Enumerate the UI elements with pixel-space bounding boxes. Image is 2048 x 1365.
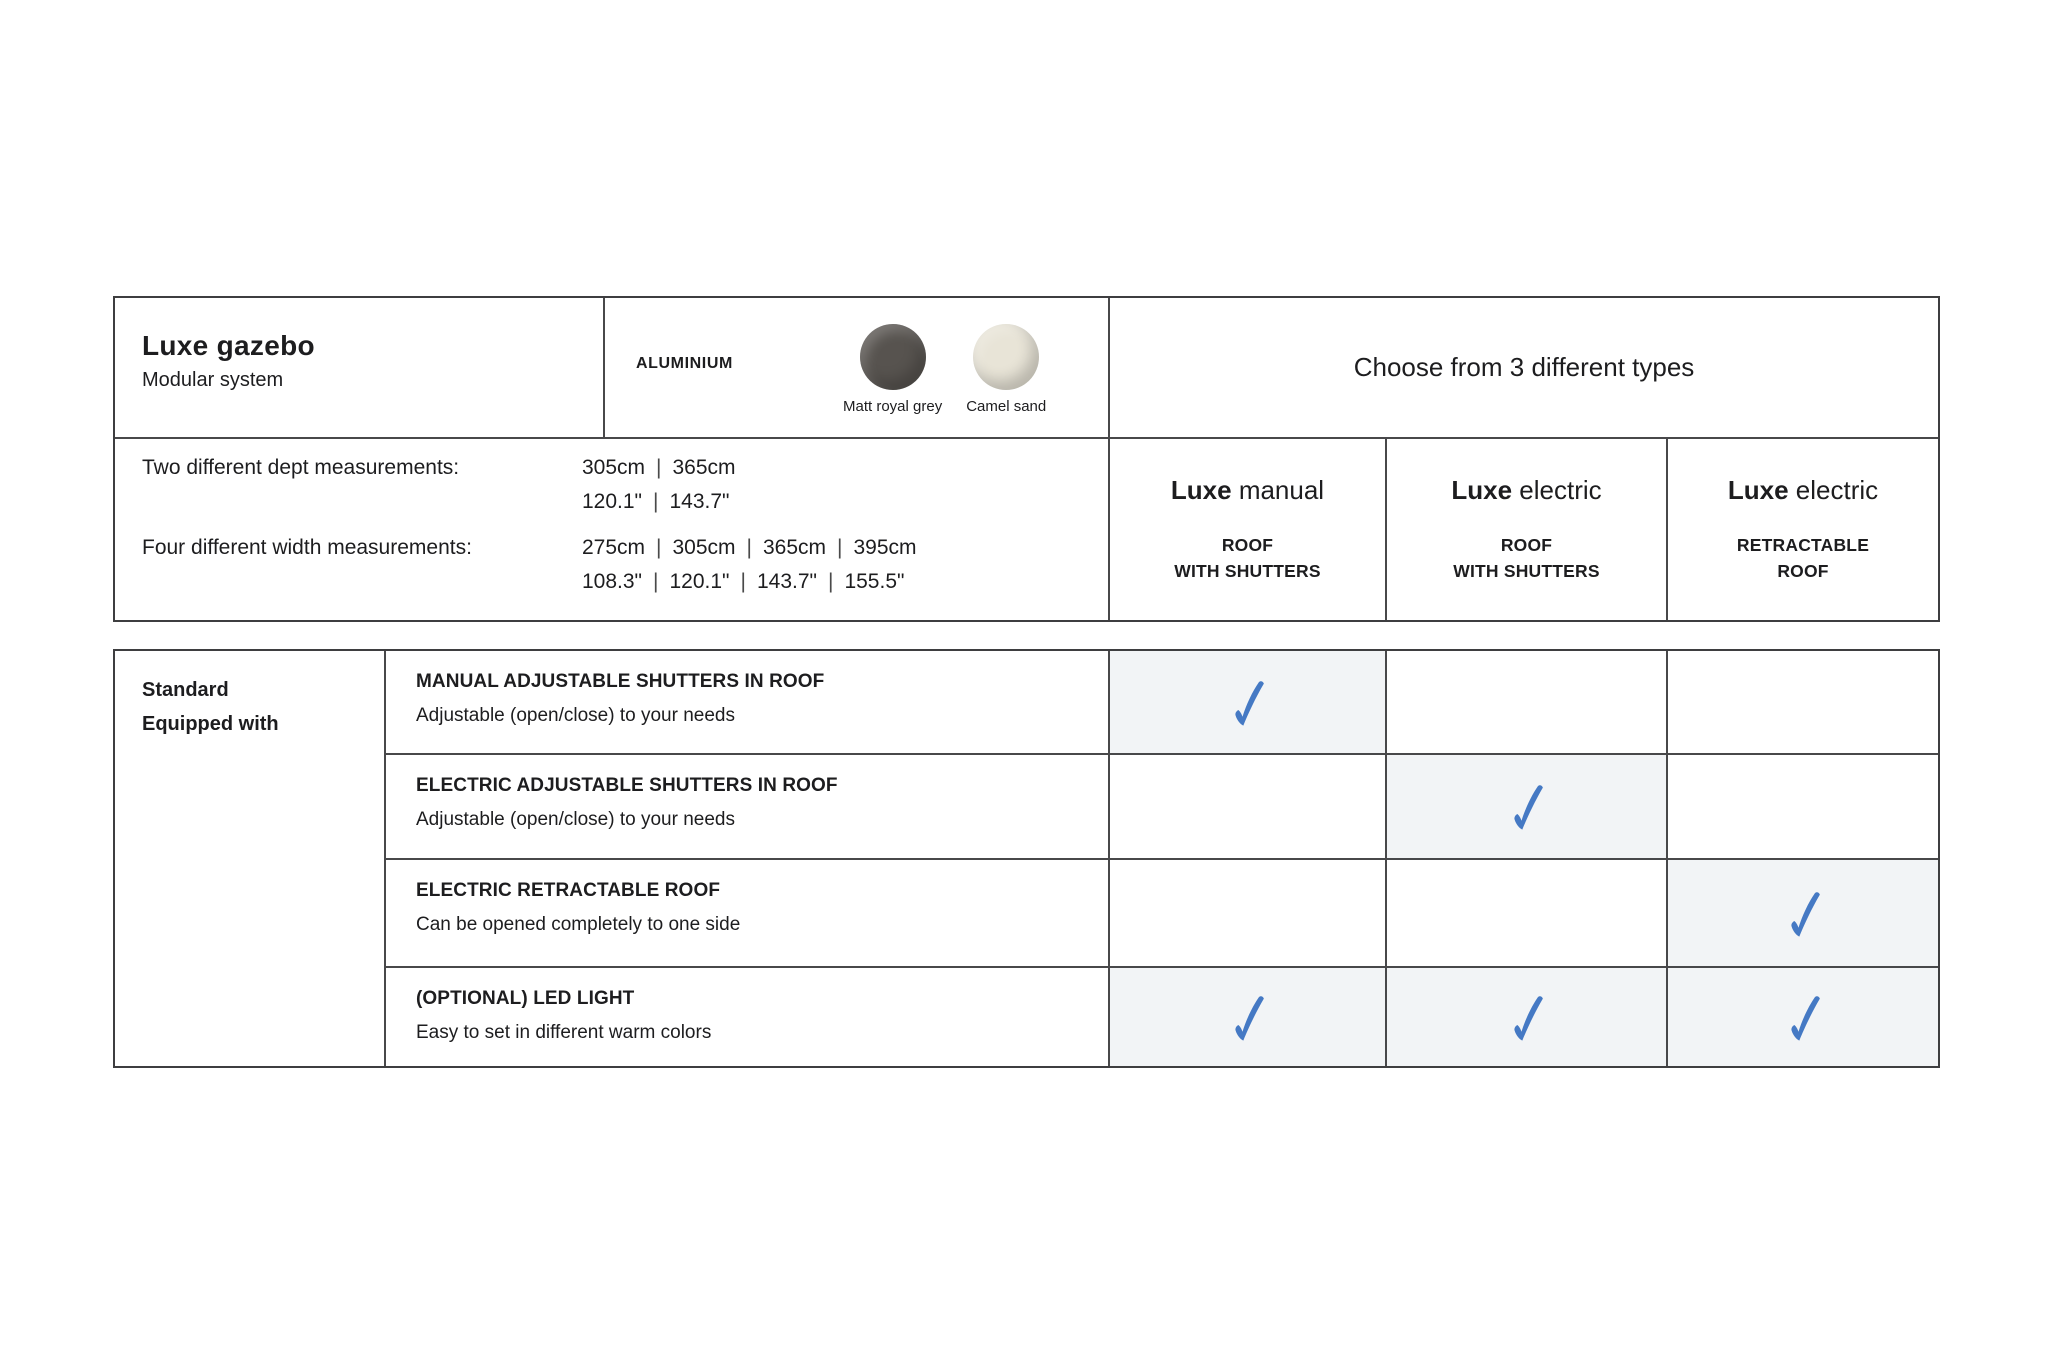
feature-availability-cell [1666, 753, 1938, 858]
measurement-value: 365cm [672, 456, 736, 479]
feature-description: Easy to set in different warm colors [416, 1022, 712, 1043]
equipment-label-line: Standard [142, 679, 229, 701]
measurement-values [582, 451, 736, 519]
measurement-values [582, 531, 917, 599]
swatch-circle [973, 324, 1039, 390]
feature-availability-cell [1666, 651, 1938, 753]
type-roof-label [1737, 532, 1869, 584]
type-roof-line: WITH SHUTTERS [1453, 561, 1600, 581]
measurement-value: 155.5" [844, 570, 905, 593]
type-roof-line: ROOF [1777, 561, 1829, 581]
check-icon [1785, 890, 1822, 937]
measurement-metric-values [582, 531, 917, 565]
value-separator: | [653, 570, 659, 593]
check-icon [1508, 994, 1545, 1041]
value-separator: | [653, 490, 659, 513]
measurements-cell [115, 437, 1108, 620]
type-column-header [1666, 437, 1938, 620]
swatch-name: Camel sand [966, 398, 1047, 415]
feature-availability-cell [1108, 966, 1385, 1066]
product-subtitle: Modular system [142, 369, 284, 391]
measurement-row [142, 531, 1108, 599]
feature-cell [384, 966, 1108, 1066]
color-swatches [843, 324, 1046, 415]
type-roof-line: WITH SHUTTERS [1174, 561, 1321, 581]
measurement-value: 143.7" [669, 490, 730, 513]
equipment-label-line: Equipped with [142, 713, 279, 735]
type-roof-label [1174, 532, 1320, 584]
feature-availability-cell [1666, 858, 1938, 966]
swatch-circle [860, 324, 926, 390]
swatch-name: Matt royal grey [843, 398, 943, 415]
measurement-label: Four different width measurements: [142, 536, 472, 559]
type-roof-label [1453, 532, 1599, 584]
value-separator: | [837, 536, 843, 559]
type-brand: Luxe [1727, 475, 1789, 505]
feature-availability-cell [1666, 966, 1938, 1066]
check-icon [1229, 994, 1266, 1041]
feature-availability-cell [1108, 858, 1385, 966]
type-name [1728, 475, 1878, 506]
feature-cell [384, 753, 1108, 858]
measurement-value: 120.1" [669, 570, 730, 593]
feature-title: MANUAL ADJUSTABLE SHUTTERS IN ROOF [416, 671, 825, 692]
type-column-header [1108, 437, 1385, 620]
measurement-value: 143.7" [756, 570, 817, 593]
value-separator: | [827, 570, 834, 593]
feature-description: Adjustable (open/close) to your needs [416, 809, 735, 830]
check-icon [1508, 783, 1545, 830]
value-separator: | [746, 536, 752, 559]
feature-availability-cell [1385, 753, 1666, 858]
types-header: Choose from 3 different types [1353, 352, 1695, 382]
measurement-value: 108.3" [582, 570, 643, 593]
type-variant: manual [1238, 475, 1325, 505]
check-icon [1229, 679, 1266, 726]
feature-availability-cell [1108, 651, 1385, 753]
type-variant: electric [1795, 475, 1879, 505]
type-brand: Luxe [1451, 475, 1513, 505]
material-cell [603, 298, 1108, 437]
measurement-value: 275cm [582, 536, 646, 559]
feature-availability-cell [1108, 753, 1385, 858]
equipment-label-cell [115, 651, 384, 1066]
feature-availability-cell [1385, 858, 1666, 966]
product-title-cell [115, 298, 603, 437]
measurement-metric-values [582, 451, 736, 485]
feature-availability-cell [1385, 966, 1666, 1066]
value-separator: | [656, 536, 662, 559]
measurement-imperial-values [582, 485, 736, 519]
product-overview-table [113, 296, 1940, 622]
feature-title: ELECTRIC ADJUSTABLE SHUTTERS IN ROOF [416, 775, 838, 796]
feature-description: Adjustable (open/close) to your needs [416, 705, 735, 726]
measurement-value: 120.1" [582, 490, 643, 513]
types-header-cell [1108, 298, 1938, 437]
type-variant: electric [1519, 475, 1602, 505]
measurement-row [142, 451, 1108, 519]
measurement-value: 305cm [582, 456, 646, 479]
feature-title: ELECTRIC RETRACTABLE ROOF [416, 880, 721, 901]
type-name [1451, 475, 1601, 506]
value-separator: | [740, 570, 746, 593]
check-icon [1785, 994, 1822, 1041]
color-swatch [966, 324, 1046, 415]
type-name [1171, 475, 1324, 506]
measurement-value: 305cm [672, 536, 736, 559]
feature-cell [384, 858, 1108, 966]
type-roof-line: ROOF [1221, 535, 1274, 555]
value-separator: | [656, 456, 662, 479]
type-brand: Luxe [1170, 475, 1232, 505]
feature-cell [384, 651, 1108, 753]
product-title: Luxe gazebo [142, 330, 315, 361]
feature-availability-cell [1385, 651, 1666, 753]
type-column-header [1385, 437, 1666, 620]
measurement-label: Two different dept measurements: [142, 456, 460, 479]
measurement-imperial-values [582, 565, 917, 599]
feature-title: (OPTIONAL) LED LIGHT [416, 988, 635, 1009]
type-roof-line: RETRACTABLE [1736, 535, 1870, 555]
type-roof-line: ROOF [1500, 535, 1553, 555]
measurement-value: 395cm [853, 536, 917, 559]
measurement-value: 365cm [763, 536, 827, 559]
feature-description: Can be opened completely to one side [416, 914, 741, 935]
material-label: ALUMINIUM [636, 355, 733, 372]
equipment-table [113, 649, 1940, 1068]
color-swatch [843, 324, 942, 415]
